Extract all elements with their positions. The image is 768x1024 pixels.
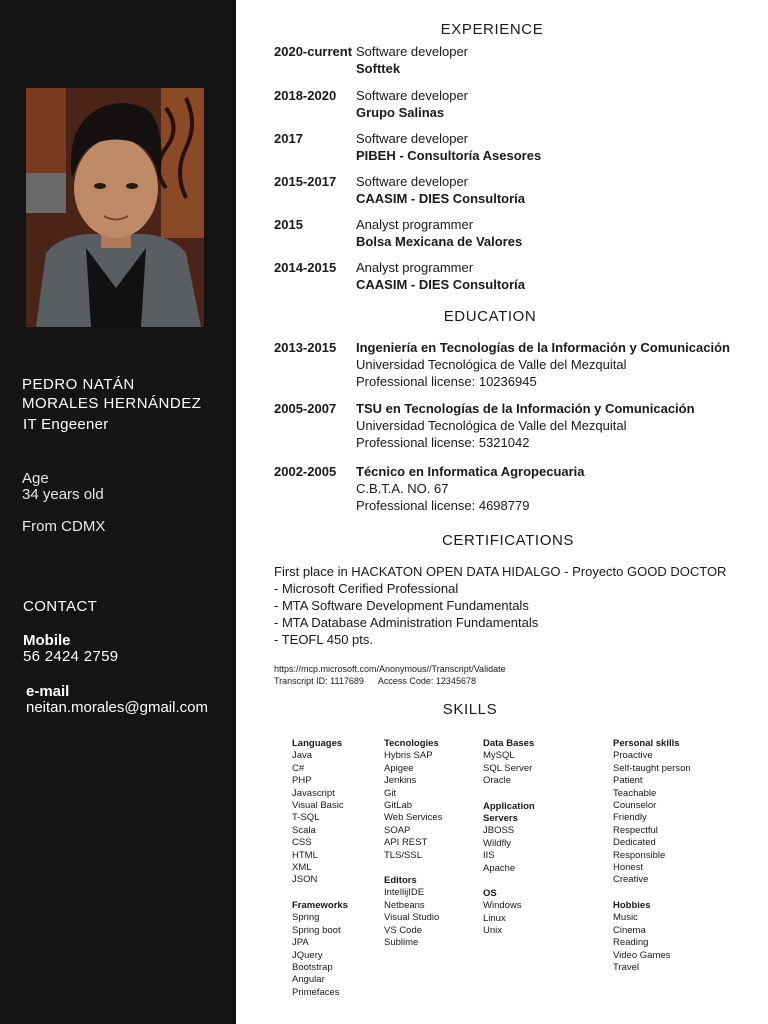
skill-item: Spring xyxy=(292,912,320,924)
education-years: 2005-2007 xyxy=(274,401,337,416)
skill-item: Spring boot xyxy=(292,924,341,936)
name-line-2: MORALES HERNÁNDEZ xyxy=(22,395,202,412)
experience-role: Software developer xyxy=(356,88,469,103)
skill-item: Scala xyxy=(292,824,316,836)
skills-column-4 xyxy=(613,738,691,974)
certification-line: - TEOFL 450 pts. xyxy=(274,632,373,647)
skill-item: Respectful xyxy=(613,824,658,836)
skill-item: Unix xyxy=(483,925,503,937)
education-license: Professional license: 5321042 xyxy=(356,435,530,450)
skill-item: Counselor xyxy=(613,800,657,812)
experience-company: CAASIM - DIES Consultoría xyxy=(356,277,526,292)
certification-line: - MTA Software Development Fundamentals xyxy=(274,598,529,613)
certifications-list xyxy=(274,563,726,648)
skills-heading-editors: Editors xyxy=(384,875,417,887)
age-block xyxy=(22,471,104,503)
skill-item: Windows xyxy=(483,900,522,912)
skill-item: Cinema xyxy=(613,924,646,936)
experience-role: Software developer xyxy=(356,174,469,189)
education-degree: TSU en Tecnologías de la Información y Comunicación xyxy=(356,401,695,416)
certification-line: First place in HACKATON OPEN DATA HIDALGO - Proyecto GOOD DOCTOR xyxy=(274,564,727,579)
mobile-label: Mobile xyxy=(23,632,71,649)
certification-line: - MTA Database Administration Fundamentals xyxy=(274,615,539,630)
skill-item: Git xyxy=(384,787,397,799)
skill-item: Apache xyxy=(483,862,516,874)
skill-item: JBOSS xyxy=(483,825,515,837)
skill-item: GitLab xyxy=(384,800,412,812)
skill-item: Dedicated xyxy=(613,837,656,849)
experience-company: Grupo Salinas xyxy=(356,105,445,120)
skill-item: XML xyxy=(292,862,312,874)
skill-item: Javascript xyxy=(292,787,335,799)
email-value[interactable]: neitan.morales@gmail.com xyxy=(26,699,208,716)
contact-heading: CONTACT xyxy=(23,598,98,615)
education-school: Universidad Tecnológica de Valle del Mezquital xyxy=(356,418,627,433)
skill-item: API REST xyxy=(384,837,428,849)
education-degree: Ingeniería en Tecnologías de la Información y Comunicación xyxy=(356,340,730,355)
experience-role: Analyst programmer xyxy=(356,217,474,232)
skill-item: Music xyxy=(613,912,638,924)
skill-item: Oracle xyxy=(483,775,511,787)
skill-item: Creative xyxy=(613,874,649,886)
experience-role: Software developer xyxy=(356,131,469,146)
transcript-info xyxy=(274,663,506,687)
skills-heading-os: OS xyxy=(483,888,497,900)
skill-item: Java xyxy=(292,750,313,762)
skill-item: JSON xyxy=(292,874,318,886)
skill-item: TLS/SSL xyxy=(384,849,423,861)
education-license: Professional license: 4698779 xyxy=(356,498,530,513)
skill-item: JQuery xyxy=(292,949,323,961)
age-value: 34 years old xyxy=(22,486,104,503)
email-label: e-mail xyxy=(26,683,70,700)
experience-company: Bolsa Mexicana de Valores xyxy=(356,234,523,249)
full-name xyxy=(22,375,201,413)
experience-years: 2018-2020 xyxy=(274,88,337,103)
education-title: EDUCATION xyxy=(443,308,537,325)
skill-item: Bootstrap xyxy=(292,961,333,973)
skill-item: SQL Server xyxy=(483,762,533,774)
transcript-url[interactable]: https://mcp.microsoft.com/Anonymous//Transcript/Validate xyxy=(274,664,506,674)
certifications-title: CERTIFICATIONS xyxy=(441,532,575,549)
skills-column-1 xyxy=(292,738,348,999)
name-line-1: PEDRO NATÁN xyxy=(22,376,135,393)
skill-item: JPA xyxy=(292,937,309,949)
skill-item: Self-taught person xyxy=(613,762,691,774)
skill-item: Linux xyxy=(483,912,506,924)
experience-years: 2015 xyxy=(274,217,303,232)
job-title: IT Engeener xyxy=(23,416,109,433)
skill-item: Reading xyxy=(613,937,649,949)
education-school: C.B.T.A. NO. 67 xyxy=(356,481,449,496)
skill-item: MySQL xyxy=(483,750,515,762)
skills-heading-languages: Languages xyxy=(292,738,343,749)
skill-item: Teachable xyxy=(613,787,657,799)
age-label: Age xyxy=(22,470,49,487)
skill-item: Web Services xyxy=(384,812,443,824)
experience-title: EXPERIENCE xyxy=(440,21,544,38)
skills-column-2 xyxy=(384,738,442,950)
skills-heading-personal: Personal skills xyxy=(613,738,680,749)
skill-item: C# xyxy=(292,762,305,774)
skills-heading-tecnologies: Tecnologies xyxy=(384,738,439,749)
skill-item: Visual Basic xyxy=(292,800,344,812)
skill-item: Apigee xyxy=(384,762,414,774)
education-degree: Técnico en Informatica Agropecuaria xyxy=(356,464,585,479)
profile-photo xyxy=(26,88,204,327)
skill-item: PHP xyxy=(292,775,312,787)
skill-item: HTML xyxy=(292,849,318,861)
skill-item: Visual Studio xyxy=(384,912,440,924)
transcript-id: Transcript ID: 1117689 xyxy=(274,676,364,686)
access-code: Access Code: 12345678 xyxy=(377,676,476,686)
education-license: Professional license: 10236945 xyxy=(356,374,537,389)
skill-item: Honest xyxy=(613,862,644,874)
skill-item: Hybris SAP xyxy=(384,750,433,762)
skill-item: CSS xyxy=(292,837,312,849)
skill-item: Angular xyxy=(292,974,325,986)
mobile-value[interactable]: 56 2424 2759 xyxy=(23,648,119,665)
skills-heading-app-servers-1: Application xyxy=(483,800,535,812)
education-years: 2002-2005 xyxy=(274,464,337,479)
skill-item: IIS xyxy=(483,850,495,862)
skill-item: Proactive xyxy=(613,750,653,762)
skill-item: Primefaces xyxy=(292,986,340,998)
skill-item: Netbeans xyxy=(384,899,425,911)
experience-company: PIBEH - Consultoría Asesores xyxy=(356,148,542,163)
skill-item: Responsible xyxy=(613,849,666,861)
skill-item: Patient xyxy=(613,775,643,787)
experience-years: 2015-2017 xyxy=(274,174,337,189)
experience-years: 2014-2015 xyxy=(274,260,337,275)
skills-heading-databases: Data Bases xyxy=(483,738,535,749)
skill-item: T-SQL xyxy=(292,812,320,824)
experience-role: Analyst programmer xyxy=(356,260,474,275)
skills-title: SKILLS xyxy=(442,701,498,718)
skill-item: IntellijIDE xyxy=(384,887,425,899)
skills-heading-hobbies: Hobbies xyxy=(613,899,651,911)
sidebar xyxy=(0,0,236,1024)
location: From CDMX xyxy=(22,518,106,535)
experience-years: 2017 xyxy=(274,131,303,146)
experience-role: Software developer xyxy=(356,44,469,59)
skill-item: Video Games xyxy=(613,949,671,961)
skill-item: Wildfly xyxy=(483,837,511,849)
experience-years: 2020-current xyxy=(274,44,353,59)
skill-item: Friendly xyxy=(613,812,647,824)
skill-item: Jenkins xyxy=(384,775,417,787)
skill-item: SOAP xyxy=(384,824,411,836)
skills-heading-app-servers-2: Servers xyxy=(483,813,518,825)
skill-item: Sublime xyxy=(384,937,419,949)
education-years: 2013-2015 xyxy=(274,340,337,355)
skills-heading-frameworks: Frameworks xyxy=(292,899,348,911)
skills-column-3 xyxy=(483,738,535,938)
experience-company: Softtek xyxy=(356,61,401,76)
certification-line: - Microsoft Cerified Professional xyxy=(274,581,459,596)
skill-item: Travel xyxy=(613,961,640,973)
skill-item: VS Code xyxy=(384,924,423,936)
education-school: Universidad Tecnológica de Valle del Mezquital xyxy=(356,357,627,372)
experience-company: CAASIM - DIES Consultoría xyxy=(356,191,526,206)
